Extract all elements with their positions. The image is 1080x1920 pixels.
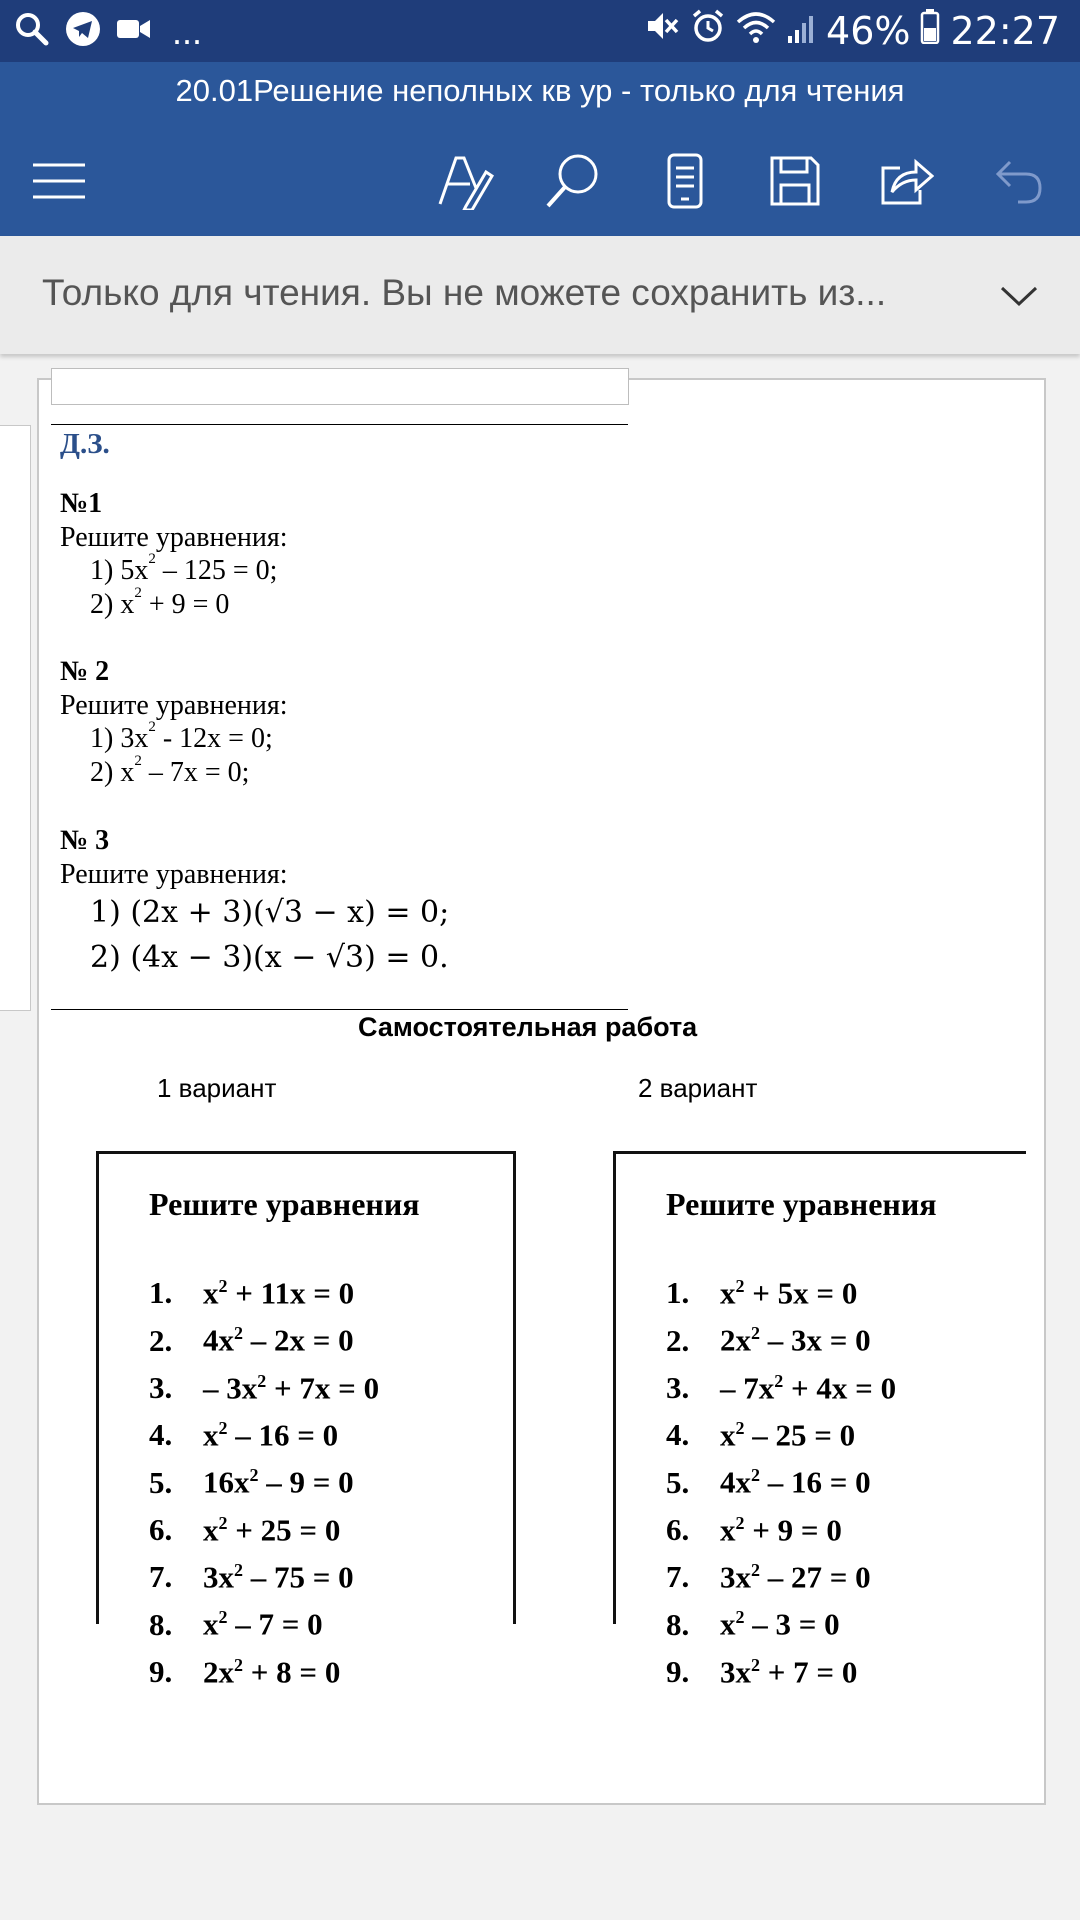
list-item xyxy=(666,1266,896,1313)
variant-2-equation-list xyxy=(666,1266,896,1692)
eq-part: 2) x xyxy=(90,589,135,620)
previous-page-edge xyxy=(0,425,31,1011)
task-3-instruction: Решите уравнения: xyxy=(60,859,288,890)
eq-part: – 7x xyxy=(720,1369,775,1405)
eq-part: x xyxy=(203,1511,219,1547)
battery-icon xyxy=(920,8,940,53)
eq-part: - 12x = 0; xyxy=(155,723,273,754)
eq-part: + 8 = 0 xyxy=(243,1653,341,1689)
eq-part: – 3x = 0 xyxy=(760,1322,871,1358)
eq-part: x xyxy=(203,1275,219,1311)
item-number: 8. xyxy=(666,1606,690,1642)
toolbar xyxy=(0,126,1080,236)
read-only-message: Только для чтения. Вы не можете сохранить из... xyxy=(42,272,887,313)
eq-exponent: 2 xyxy=(735,1512,745,1533)
eq-part: 3x xyxy=(720,1653,751,1689)
eq-part: – 3 = 0 xyxy=(744,1606,840,1642)
item-number: 7. xyxy=(149,1559,173,1595)
header-box xyxy=(51,368,629,405)
eq-part: 4x xyxy=(203,1322,234,1358)
reading-view-icon xyxy=(665,152,705,210)
item-number: 3. xyxy=(666,1369,690,1405)
eq-exponent: 2 xyxy=(735,1417,745,1438)
menu-button[interactable] xyxy=(26,148,92,214)
reading-view-button[interactable] xyxy=(652,148,718,214)
variant-2-label: 2 вариант xyxy=(638,1073,758,1103)
item-number: 8. xyxy=(149,1606,173,1642)
save-icon xyxy=(769,155,821,207)
variant-2-card xyxy=(613,1151,1026,1689)
task-3-equation-2: 2) (4x − 3)(x − √3) = 0. xyxy=(90,940,449,975)
task-1-heading: №1 xyxy=(60,488,103,519)
eq-part: 1) 5x xyxy=(90,555,149,586)
eq-part: 4x xyxy=(720,1464,751,1500)
eq-part: + 11x = 0 xyxy=(227,1275,355,1311)
eq-part: + 7x = 0 xyxy=(266,1369,380,1405)
variant-1-card-title: Решите уравнения xyxy=(149,1186,420,1222)
eq-part: + 9 = 0 xyxy=(141,589,230,620)
list-item xyxy=(149,1266,379,1313)
eq-part: + 5x = 0 xyxy=(744,1275,858,1311)
eq-part: – 125 = 0; xyxy=(155,555,278,586)
eq-part: x xyxy=(720,1275,736,1311)
eq-part: + 25 = 0 xyxy=(227,1511,341,1547)
eq-part: 3x xyxy=(203,1559,234,1595)
share-button[interactable] xyxy=(874,148,940,214)
item-number: 9. xyxy=(149,1653,173,1689)
eq-part: 2x xyxy=(203,1653,234,1689)
eq-part: + 4x = 0 xyxy=(783,1369,897,1405)
eq-part: – 9 = 0 xyxy=(258,1464,354,1500)
variant-2-card-title: Решите уравнения xyxy=(666,1186,937,1222)
video-camera-icon xyxy=(116,16,152,47)
notification-overflow: ... xyxy=(172,10,203,52)
eq-exponent: 2 xyxy=(751,1654,760,1675)
eq-exponent: 2 xyxy=(751,1559,760,1580)
eq-part: x xyxy=(720,1417,736,1453)
eq-exponent: 2 xyxy=(148,719,156,735)
chevron-down-icon[interactable] xyxy=(996,276,1042,316)
task-2-heading: № 2 xyxy=(60,656,110,687)
list-item xyxy=(149,1408,379,1455)
menu-icon xyxy=(31,161,87,201)
variant-1-label: 1 вариант xyxy=(157,1073,277,1103)
eq-exponent: 2 xyxy=(751,1323,760,1344)
eq-part: – 7 = 0 xyxy=(227,1606,323,1642)
eq-exponent: 2 xyxy=(735,1276,745,1296)
item-number: 2. xyxy=(666,1322,690,1358)
document-title: 20.01Решение неполных кв ур - только для чтения xyxy=(0,62,1080,126)
status-bar xyxy=(0,0,1080,62)
task-1-equation-2 xyxy=(90,585,230,621)
telegram-icon xyxy=(64,10,102,53)
list-item xyxy=(666,1408,896,1455)
eq-exponent: 2 xyxy=(257,1370,267,1391)
task-2-equation-2 xyxy=(90,753,250,789)
list-item xyxy=(149,1645,379,1692)
eq-part: – 75 = 0 xyxy=(243,1559,354,1595)
undo-button[interactable] xyxy=(986,148,1052,214)
list-item xyxy=(666,1455,896,1502)
eq-exponent: 2 xyxy=(234,1323,243,1344)
eq-exponent: 2 xyxy=(218,1276,228,1296)
save-button[interactable] xyxy=(762,148,828,214)
list-item xyxy=(666,1597,896,1644)
item-number: 3. xyxy=(149,1369,173,1405)
divider-top xyxy=(51,424,628,425)
eq-exponent: 2 xyxy=(218,1607,228,1628)
eq-part: – 16 = 0 xyxy=(760,1464,871,1500)
list-item xyxy=(149,1361,379,1408)
item-number: 4. xyxy=(666,1417,690,1453)
eq-part: + 7 = 0 xyxy=(760,1653,858,1689)
eq-part: – 16 = 0 xyxy=(227,1417,339,1453)
task-3-equation-1: 1) (2x + 3)(√3 − x) = 0; xyxy=(90,895,450,930)
list-item xyxy=(149,1313,379,1360)
search-icon xyxy=(14,11,50,52)
undo-icon xyxy=(994,156,1044,206)
list-item xyxy=(666,1313,896,1360)
eq-exponent: 2 xyxy=(774,1370,784,1391)
eq-exponent: 2 xyxy=(148,551,156,567)
search-button[interactable] xyxy=(540,148,606,214)
eq-exponent: 2 xyxy=(249,1465,259,1486)
list-item xyxy=(149,1503,379,1550)
eq-part: 3x xyxy=(720,1559,751,1595)
task-1-instruction: Решите уравнения: xyxy=(60,522,288,553)
eq-part: x xyxy=(203,1417,219,1453)
item-number: 4. xyxy=(149,1417,173,1453)
homework-label: Д.З. xyxy=(60,428,110,460)
eq-exponent: 2 xyxy=(735,1607,745,1628)
eq-part: 1) 3x xyxy=(90,723,149,754)
draw-button[interactable] xyxy=(432,148,498,214)
item-number: 5. xyxy=(149,1464,173,1500)
list-item xyxy=(149,1455,379,1502)
eq-part: – 25 = 0 xyxy=(744,1417,856,1453)
clock: 22:27 xyxy=(950,8,1060,53)
eq-part: – 7x = 0; xyxy=(141,757,250,788)
item-number: 7. xyxy=(666,1559,690,1595)
eq-part: – 3x xyxy=(203,1369,258,1405)
list-item xyxy=(666,1550,896,1597)
eq-exponent: 2 xyxy=(134,753,142,769)
eq-exponent: 2 xyxy=(218,1417,228,1438)
eq-part: 16x xyxy=(203,1464,250,1500)
eq-exponent: 2 xyxy=(234,1654,243,1675)
alarm-icon xyxy=(690,8,726,53)
item-number: 2. xyxy=(149,1322,173,1358)
task-1-equation-1 xyxy=(90,551,278,587)
variant-1-equation-list xyxy=(149,1266,379,1692)
eq-exponent: 2 xyxy=(134,585,142,601)
share-icon xyxy=(880,156,934,206)
eq-part: – 27 = 0 xyxy=(760,1559,871,1595)
read-only-banner[interactable] xyxy=(0,236,1080,354)
variant-1-card xyxy=(96,1151,516,1689)
eq-part: 2x xyxy=(720,1322,751,1358)
item-number: 1. xyxy=(149,1275,173,1311)
eq-part: x xyxy=(203,1606,219,1642)
list-item xyxy=(666,1361,896,1408)
task-2-instruction: Решите уравнения: xyxy=(60,690,288,721)
eq-part: x xyxy=(720,1511,736,1547)
item-number: 6. xyxy=(666,1511,690,1547)
task-3-heading: № 3 xyxy=(60,825,110,856)
item-number: 9. xyxy=(666,1653,690,1689)
divider-bottom xyxy=(51,1009,628,1010)
list-item xyxy=(149,1550,379,1597)
draw-pen-icon xyxy=(436,152,494,210)
eq-exponent: 2 xyxy=(751,1465,760,1486)
eq-part: 2) x xyxy=(90,757,135,788)
search-icon xyxy=(544,152,602,210)
eq-exponent: 2 xyxy=(218,1512,228,1533)
eq-part: x xyxy=(720,1606,736,1642)
independent-work-title: Самостоятельная работа xyxy=(358,1012,698,1042)
item-number: 5. xyxy=(666,1464,690,1500)
list-item xyxy=(149,1597,379,1644)
wifi-icon xyxy=(736,9,776,53)
task-2-equation-1 xyxy=(90,719,273,755)
list-item xyxy=(666,1645,896,1692)
mute-icon xyxy=(644,8,680,53)
eq-part: – 2x = 0 xyxy=(243,1322,354,1358)
eq-part: + 9 = 0 xyxy=(744,1511,842,1547)
signal-icon xyxy=(786,9,816,53)
eq-exponent: 2 xyxy=(234,1559,243,1580)
battery-percent: 46% xyxy=(826,8,911,53)
list-item xyxy=(666,1503,896,1550)
item-number: 1. xyxy=(666,1275,690,1311)
item-number: 6. xyxy=(149,1511,173,1547)
